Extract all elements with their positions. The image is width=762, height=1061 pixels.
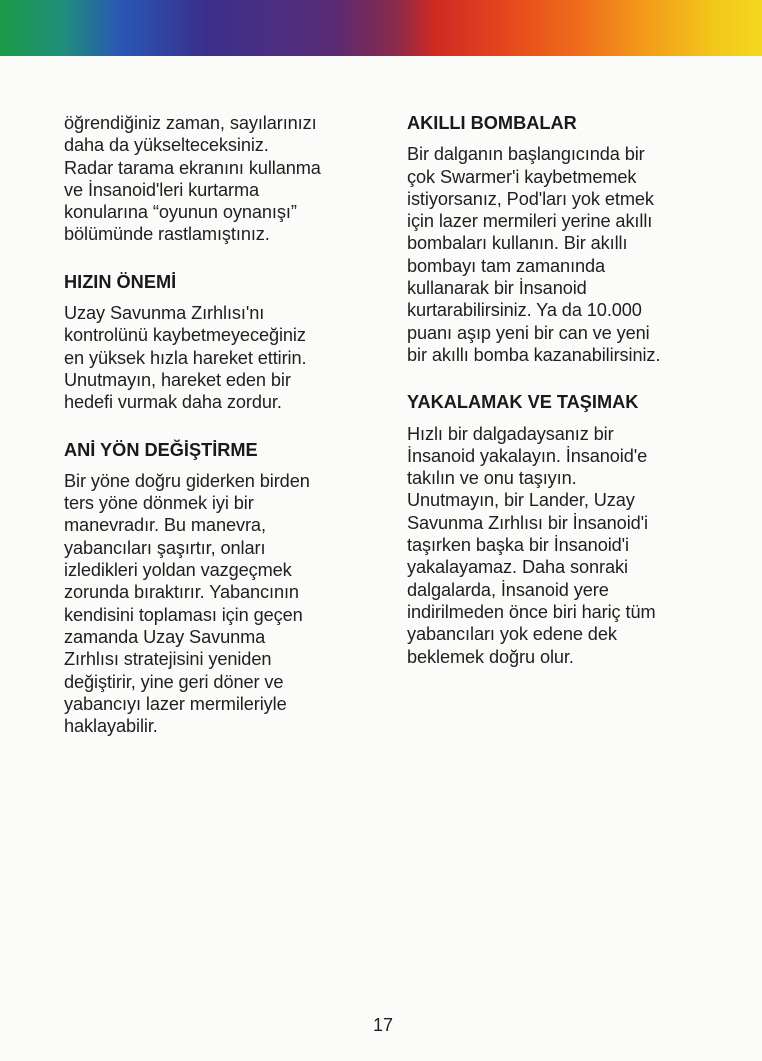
speed-section-heading: HIZIN ÖNEMİ (64, 271, 177, 292)
text-line: İnsanoid yakalayın. İnsanoid'e (407, 445, 648, 466)
carry-section-paragraph (407, 423, 725, 668)
text-line: taşırken başka bir İnsanoid'i (407, 535, 629, 556)
text-line: daha da yükselteceksiniz. (64, 135, 269, 156)
reverse-section-paragraph (64, 470, 394, 738)
text-line: için lazer mermileri yerine akıllı (407, 211, 653, 232)
text-line: Bir dalganın başlangıcında bir (407, 144, 645, 165)
text-line: hedefi vurmak daha zordur. (64, 392, 282, 413)
text-line: kullanarak bir İnsanoid (407, 278, 587, 299)
text-line: zamanda Uzay Savunma (64, 626, 266, 647)
text-line: Uzay Savunma Zırhlısı'nı (64, 303, 265, 324)
bombs-section-paragraph (407, 143, 725, 366)
text-line: kurtarabilirsiniz. Ya da 10.000 (407, 300, 642, 321)
right-column (407, 112, 725, 668)
page-number: 17 (372, 1015, 394, 1035)
text-line: öğrendiğiniz zaman, sayılarınızı (64, 113, 317, 133)
text-line: bölümünde rastlamıştınız. (64, 224, 270, 245)
speed-section-paragraph (64, 302, 394, 413)
text-line: Bir yöne doğru giderken birden (64, 470, 310, 491)
intro-paragraph (64, 112, 394, 246)
text-line: puanı aşıp yeni bir can ve yeni (407, 322, 650, 343)
text-line: manevradır. Bu manevra, (64, 515, 266, 536)
rainbow-header-band (0, 0, 762, 56)
text-line: ve İnsanoid'leri kurtarma (64, 179, 260, 200)
text-line: Zırhlısı stratejisini yeniden (64, 649, 272, 670)
text-line: kontrolünü kaybetmeyeceğiniz (64, 325, 306, 346)
text-line: Hızlı bir dalgadaysanız bir (407, 423, 614, 444)
text-line: Unutmayın, bir Lander, Uzay (407, 490, 635, 511)
text-line: bombaları kullanın. Bir akıllı (407, 233, 628, 254)
text-line: ters yöne dönmek iyi bir (64, 493, 254, 514)
text-line: beklemek doğru olur. (407, 646, 574, 667)
text-line: takılın ve onu taşıyın. (407, 468, 577, 489)
text-line: haklayabilir. (64, 716, 158, 737)
text-line: konularına “oyunun oynanışı” (64, 202, 297, 223)
text-line: dalgalarda, İnsanoid yere (407, 579, 609, 600)
text-line: değiştirir, yine geri döner ve (64, 671, 284, 692)
text-line: yakalayamaz. Daha sonraki (407, 557, 628, 578)
text-line: yabancıyı lazer mermileriyle (64, 693, 287, 714)
text-line: bir akıllı bomba kazanabilirsiniz. (407, 344, 661, 365)
text-line: yabancıları şaşırtır, onları (64, 537, 266, 558)
text-line: Savunma Zırhlısı bir İnsanoid'i (407, 512, 648, 533)
text-line: Unutmayın, hareket eden bir (64, 369, 291, 390)
left-column (64, 112, 394, 737)
text-line: çok Swarmer'i kaybetmemek (407, 166, 637, 187)
text-line: indirilmeden önce biri hariç tüm (407, 601, 656, 622)
carry-section-heading: YAKALAMAK VE TAŞIMAK (407, 392, 639, 413)
bombs-section-heading: AKILLI BOMBALAR (407, 113, 577, 133)
reverse-section-heading: ANİ YÖN DEĞİŞTİRME (64, 439, 258, 460)
text-line: Radar tarama ekranını kullanma (64, 157, 321, 178)
text-line: izledikleri yoldan vazgeçmek (64, 560, 292, 581)
text-line: en yüksek hızla hareket ettirin. (64, 347, 307, 368)
text-line: yabancıları yok edene dek (407, 624, 617, 645)
text-line: zorunda bıraktırır. Yabancının (64, 582, 299, 603)
text-line: kendisini toplaması için geçen (64, 604, 303, 625)
text-line: bombayı tam zamanında (407, 255, 606, 276)
text-line: istiyorsanız, Pod'ları yok etmek (407, 188, 654, 209)
